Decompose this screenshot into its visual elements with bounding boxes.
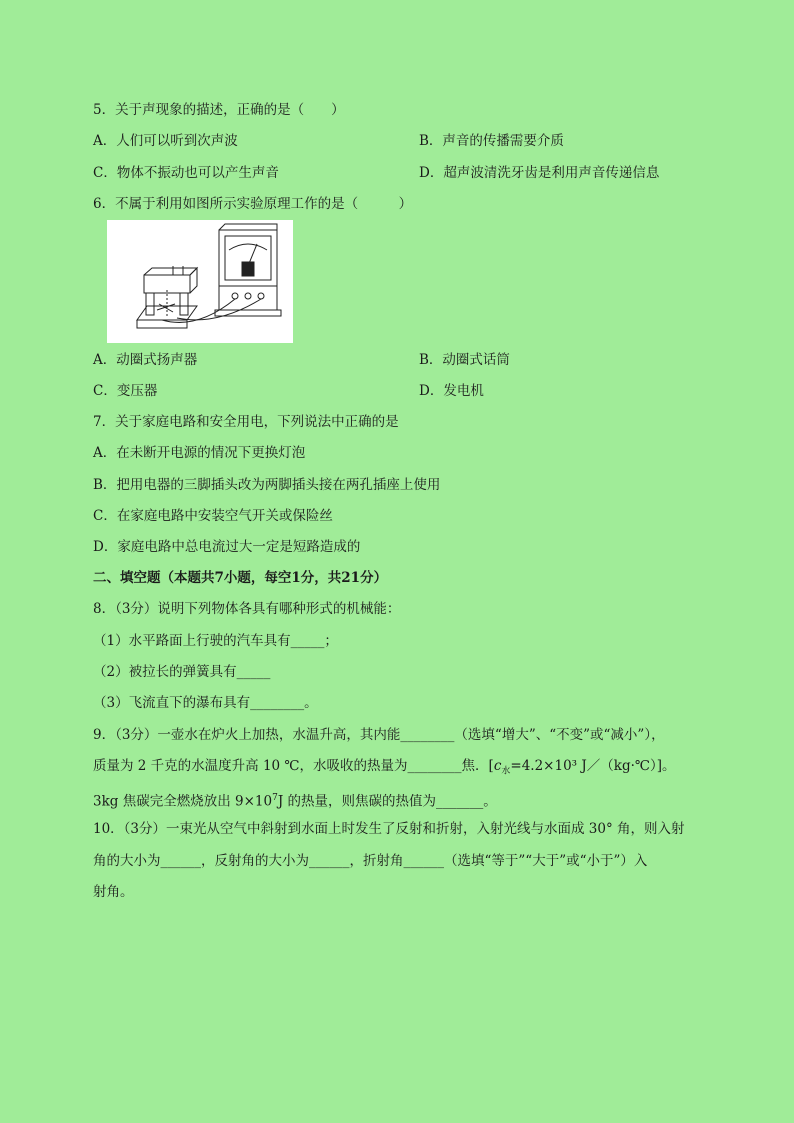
q5-option-a: A．人们可以听到次声波: [93, 133, 238, 149]
q9-line-3-tail: J 的热量，则焦碳的热值为_______。: [277, 793, 497, 810]
q9-line-2: [93, 757, 676, 781]
q6-option-d: D．发电机: [419, 383, 484, 399]
q5-option-c: C．物体不振动也可以产生声音: [93, 165, 279, 181]
q7-option-a: A．在未断开电源的情况下更换灯泡: [93, 445, 306, 461]
q9-water-subscript: 水: [501, 766, 511, 777]
q10-line-3: 射角。: [93, 884, 134, 900]
magnet-top-face: [144, 268, 197, 275]
q6-option-c: C．变压器: [93, 383, 158, 399]
q9-line-2-text: 质量为 2 千克的水温度升高 10 ℃，水吸收的热量为________焦．[: [93, 758, 494, 774]
q7-option-c: C．在家庭电路中安装空气开关或保险丝: [93, 508, 333, 524]
q5-option-b: B．声音的传播需要介质: [419, 133, 564, 149]
q8-item-3: （3）飞流直下的瀑布具有________。: [93, 695, 318, 711]
q7-option-d: D．家庭电路中总电流过大一定是短路造成的: [93, 539, 361, 555]
q5-option-d: D．超声波清洗牙齿是利用声音传递信息: [419, 165, 660, 181]
q10-line-1: 10．（3分）一束光从空气中斜射到水面上时发生了反射和折射，入射光线与水面成 30° 角，则入射: [93, 821, 685, 837]
q6-option-a: A．动圈式扬声器: [93, 352, 198, 368]
q6-option-b: B．动圈式话筒: [419, 352, 510, 368]
q7-stem: 7．关于家庭电路和安全用电，下列说法中正确的是: [93, 414, 399, 430]
q9-line-3-text: 3kg 焦碳完全燃烧放出 9×10: [93, 793, 273, 810]
q10-line-2: 角的大小为______，反射角的大小为______，折射角______（选填“等于”“大于”或“小于”）入: [93, 853, 648, 869]
q8-item-2: （2）被拉长的弹簧具有_____: [93, 664, 271, 680]
q6-stem: 6．不属于利用如图所示实验原理工作的是（ ）: [93, 196, 413, 212]
q9-exponent: 7: [272, 793, 278, 803]
q9-line-1: 9．（3分）一壶水在炉火上加热，水温升高，其内能________（选填“增大”、“不变”或“减小”），: [93, 727, 665, 743]
experiment-figure: [107, 220, 293, 343]
galvanometer-experiment-drawing: [107, 220, 293, 343]
q5-stem: 5．关于声现象的描述，正确的是（ ）: [93, 102, 345, 118]
q9-line-3: [93, 789, 497, 811]
q7-option-b: B．把用电器的三脚插头改为两脚插头接在两孔插座上使用: [93, 477, 441, 493]
q9-specific-heat-value: =4.2×10³ J／（kg·℃）]。: [510, 758, 676, 774]
q8-item-1: （1）水平路面上行驶的汽车具有_____；: [93, 633, 338, 649]
q9-specific-heat-symbol: c: [493, 758, 502, 774]
q8-stem: 8．（3分）说明下列物体各具有哪种形式的机械能：: [93, 601, 401, 617]
section-heading-fill-in: 二、填空题（本题共7小题，每空1分，共21分）: [93, 570, 388, 586]
